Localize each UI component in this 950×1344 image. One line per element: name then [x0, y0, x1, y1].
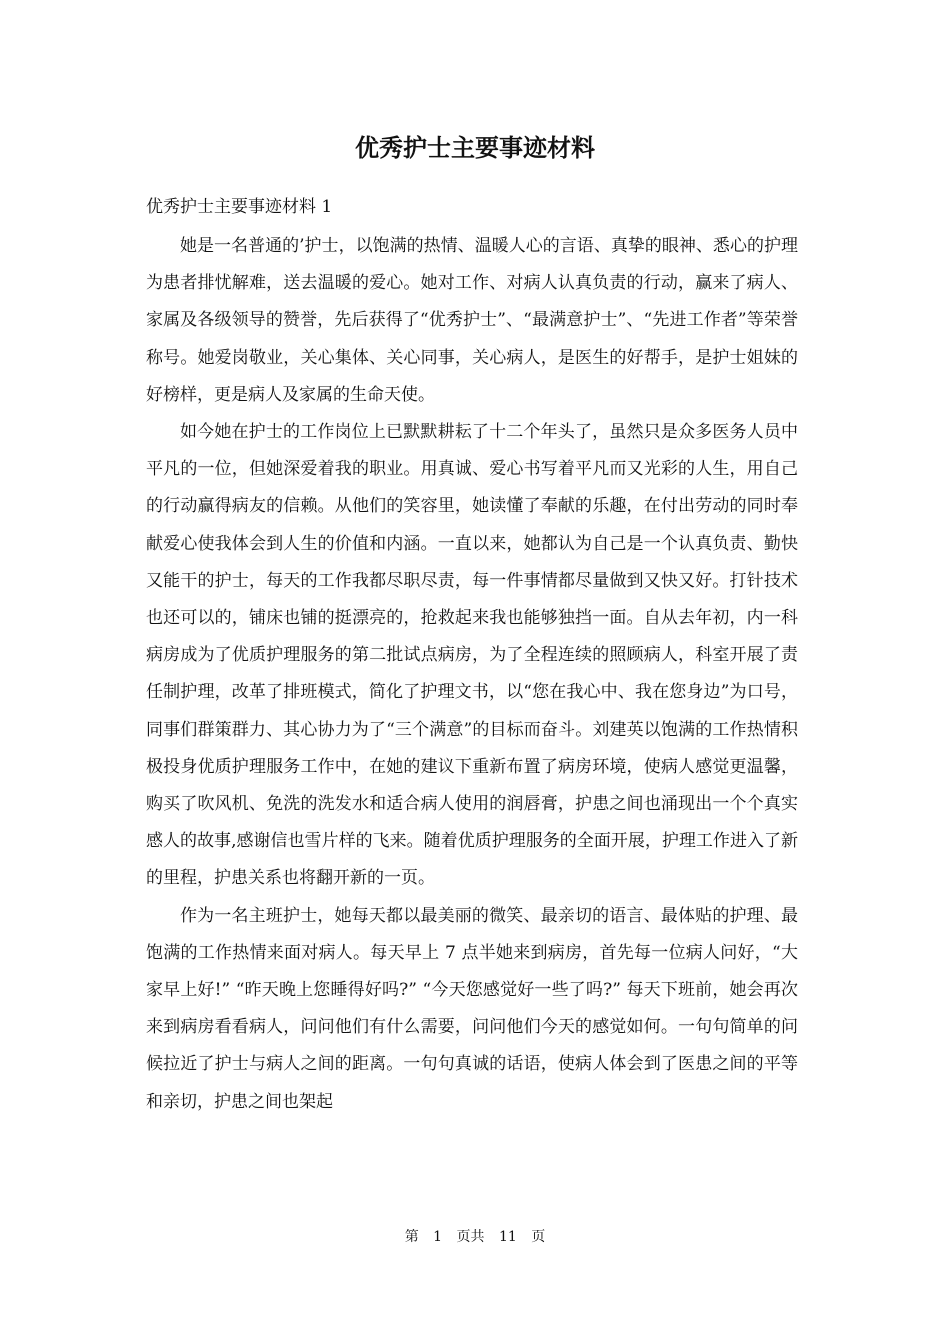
document-subtitle: 优秀护士主要事迹材料 1: [146, 197, 333, 217]
paragraph: 如今她在护士的工作岗位上已默默耕耘了十二个年头了，虽然只是众多医务人员中平凡的一位，但她深爱着我的职业。用真诚、爱心书写着平凡而又光彩的人生，用自己的行动赢得病友的信赖。从他们的笑容里，她读懂了奉献的乐趣，在付出劳动的同时奉献爱心使我体会到人生的价值和内涵。一直以来，她都认为自己是一个认真负责、勤快又能干的护士，每天的工作我都尽职尽责，每一件事情都尽量做到又快又好。打针技术也还可以的，铺床也铺的挺漂亮的，抢救起来我也能够独挡一面。自从去年初，内一科病房成为了优质护理服务的第二批试点病房，为了全程连续的照顾病人，科室开展了责任制护理，改革了排班模式，简化了护理文书，以“您在我心中、我在您身边”为口号，同事们群策群力、其心协力为了“三个满意”的目标而奋斗。刘建英以饱满的工作热情积极投身优质护理服务工作中，在她的建议下重新布置了病房环境，使病人感觉更温馨，购买了吹风机、免洗的洗发水和适合病人使用的润唇膏，护患之间也涌现出一个个真实感人的故事,感谢信也雪片样的飞来。随着优质护理服务的全面开展，护理工作进入了新的里程，护患关系也将翻开新的一页。: [146, 422, 798, 889]
page-footer: 第 1 页共 11 页: [404, 1229, 546, 1245]
paragraph: 她是一名普通的’护士，以饱满的热情、温暖人心的言语、真挚的眼神、悉心的护理为患者排忧解难，送去温暖的爱心。她对工作、对病人认真负责的行动，赢来了病人、家属及各级领导的赞誉，先后获得了“优秀护士”、“最满意护士”、“先进工作者”等荣誉称号。她爱岗敬业，关心集体、关心同事，关心病人，是医生的好帮手，是护士姐妹的好榜样，更是病人及家属的生命天使。: [146, 236, 798, 405]
document-body: [146, 228, 798, 1121]
paragraph: 作为一名主班护士，她每天都以最美丽的微笑、最亲切的语言、最体贴的护理、最饱满的工作热情来面对病人。每天早上 7 点半她来到病房，首先每一位病人问好，“大家早上好!” “昨天晚上您睡得好吗?” “今天您感觉好一些了吗?” 每天下班前，她会再次来到病房看看病人，问问他们有什么需要，问问他们今天的感觉如何。一句句简单的问候拉近了护士与病人之间的距离。一句句真诚的话语，使病人体会到了医患之间的平等和亲切，护患之间也架起: [146, 905, 798, 1112]
document-title: 优秀护士主要事迹材料: [355, 134, 595, 162]
